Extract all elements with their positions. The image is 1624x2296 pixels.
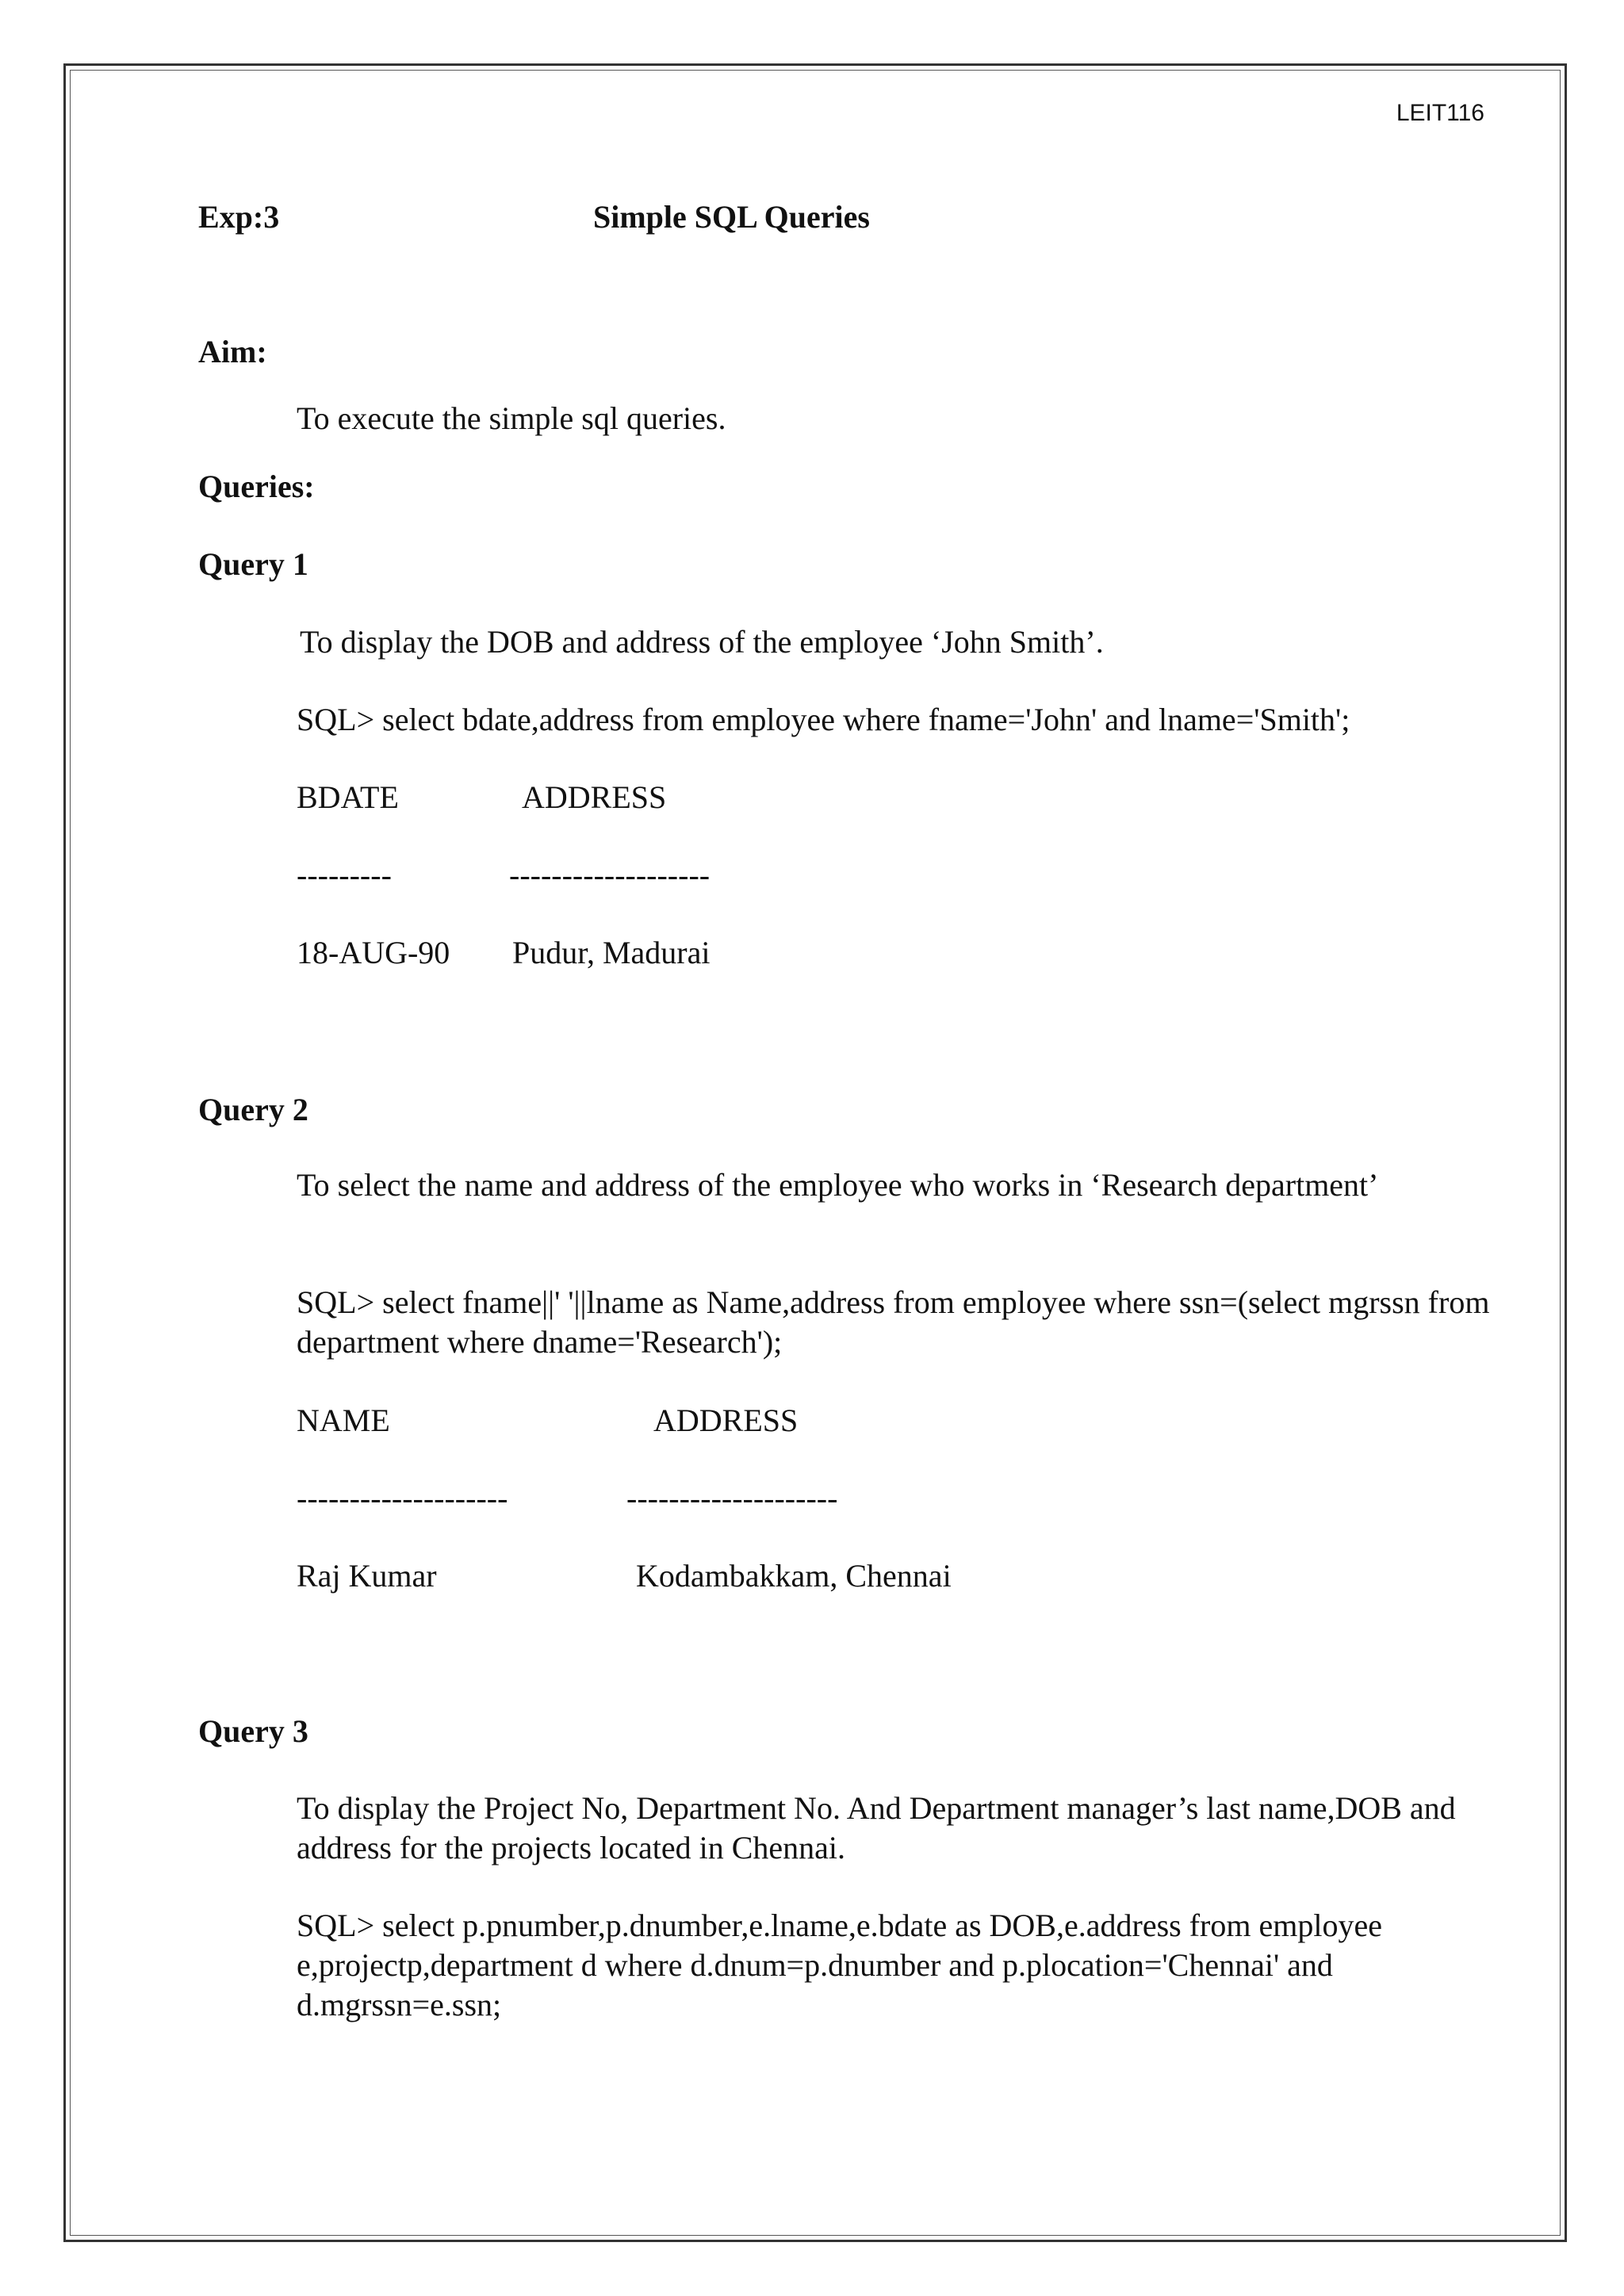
query1-column-header: ADDRESS [522, 779, 667, 815]
query2-result-cell: Raj Kumar [297, 1558, 437, 1594]
query2-separator: -------------------- [297, 1480, 508, 1516]
query1-column-header: BDATE [297, 779, 399, 815]
query1-result-cell: Pudur, Madurai [512, 935, 710, 970]
query2-column-header: NAME [297, 1402, 390, 1438]
experiment-label: Exp:3 [198, 199, 280, 235]
query3-heading: Query 3 [198, 1713, 308, 1749]
document-code: LEIT116 [1396, 100, 1484, 126]
aim-heading: Aim: [198, 334, 267, 369]
query3-description: To display the Project No, Department No. And Department manager’s last name,DOB and address for the projects located in Chennai. [297, 1790, 1456, 1866]
query1-result-cell: 18-AUG-90 [297, 935, 450, 970]
query1-separator: --------- [297, 857, 392, 893]
query1-heading: Query 1 [198, 546, 308, 582]
query1-separator: ------------------- [509, 857, 710, 893]
query3-sql: SQL> select p.pnumber,p.dnumber,e.lname,e.bdate as DOB,e.address from employee e,projectp,department d where d.dnum=p.dnumber and p.plocation='Chennai' and d.mgrssn=e.ssn; [297, 1908, 1382, 2022]
page-title: Simple SQL Queries [593, 199, 870, 235]
query2-result-cell: Kodambakkam, Chennai [636, 1558, 952, 1594]
query2-separator: -------------------- [626, 1480, 838, 1516]
query2-sql: SQL> select fname||' '||lname as Name,address from employee where ssn=(select mgrssn from department where dname='Research'); [297, 1284, 1490, 1360]
query2-description: To select the name and address of the employee who works in ‘Research department’ [297, 1167, 1379, 1203]
query2-column-header: ADDRESS [653, 1402, 799, 1438]
aim-text: To execute the simple sql queries. [297, 400, 726, 436]
query2-heading: Query 2 [198, 1092, 308, 1127]
query1-sql: SQL> select bdate,address from employee where fname='John' and lname='Smith'; [297, 702, 1350, 737]
queries-heading: Queries: [198, 469, 315, 504]
query1-description: To display the DOB and address of the employee ‘John Smith’. [300, 624, 1104, 660]
